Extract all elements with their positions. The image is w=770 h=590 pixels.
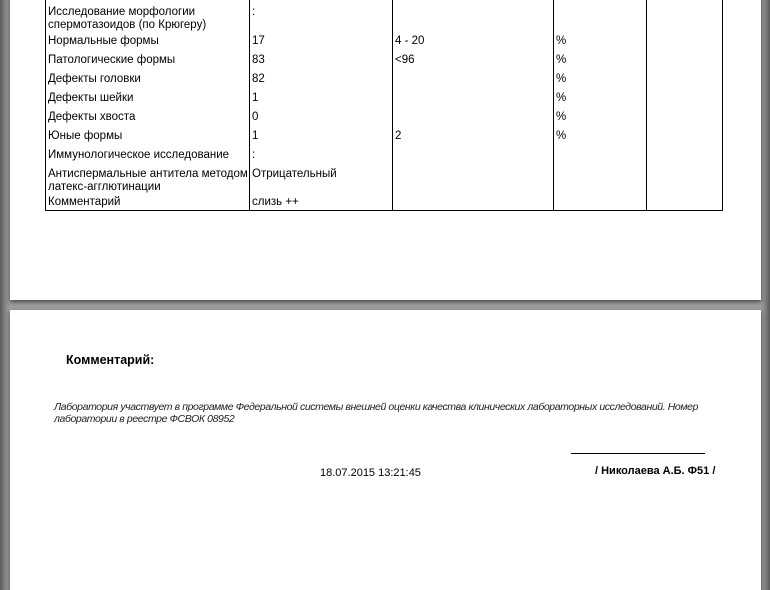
test-unit: % (556, 73, 567, 85)
test-value: 82 (252, 73, 265, 85)
test-value: 17 (252, 35, 265, 47)
test-reference: 4 - 20 (395, 35, 425, 47)
test-name: Дефекты хвоста (48, 111, 136, 123)
report-page-top (10, 0, 761, 300)
test-name: Комментарий (48, 196, 121, 208)
test-name: Патологические формы (48, 54, 176, 66)
test-value: 1 (252, 92, 259, 104)
test-unit: % (556, 35, 567, 47)
test-unit: % (556, 54, 567, 66)
test-value: Отрицательный (252, 168, 337, 180)
test-value: : (252, 6, 256, 18)
signer-name: / Николаева А.Б. Ф51 / (595, 465, 716, 477)
report-page-bottom (10, 310, 761, 590)
test-name: Дефекты шейки (48, 92, 134, 104)
table-column-divider (392, 0, 393, 211)
table-column-divider (646, 0, 647, 211)
test-name: Дефекты головки (48, 73, 141, 85)
results-table (10, 0, 761, 300)
test-unit: % (556, 130, 567, 142)
test-value: 83 (252, 54, 265, 66)
test-unit: % (556, 111, 567, 123)
lab-accreditation-note: Лаборатория участвует в программе Федеральной системы внешней оценки качества клинических лабораторных исследований. Номер лаборатории в реестре ФСВОК 08952 (54, 401, 699, 425)
test-name: Юные формы (48, 130, 123, 142)
test-unit: % (556, 92, 567, 104)
test-value: слизь ++ (252, 196, 299, 208)
signature-line (571, 453, 705, 454)
test-value: 0 (252, 111, 259, 123)
test-reference: 2 (395, 130, 402, 142)
test-name: Исследование морфологии спермотазоидов (по Крюгеру) (48, 6, 207, 31)
report-datetime: 18.07.2015 13:21:45 (320, 467, 421, 479)
test-name: Антиспермальные антитела методом латекс-агглютинации (48, 168, 248, 193)
test-value: : (252, 149, 256, 161)
test-name: Нормальные формы (48, 35, 159, 47)
table-border-bottom (46, 210, 723, 211)
table-border-left (45, 0, 46, 211)
table-column-divider (249, 0, 250, 211)
test-name: Иммунологическое исследование (48, 149, 230, 161)
test-value: 1 (252, 130, 259, 142)
table-column-divider (553, 0, 554, 211)
comment-heading: Комментарий: (66, 353, 155, 367)
table-border-right (722, 0, 723, 211)
test-reference: <96 (395, 54, 415, 66)
